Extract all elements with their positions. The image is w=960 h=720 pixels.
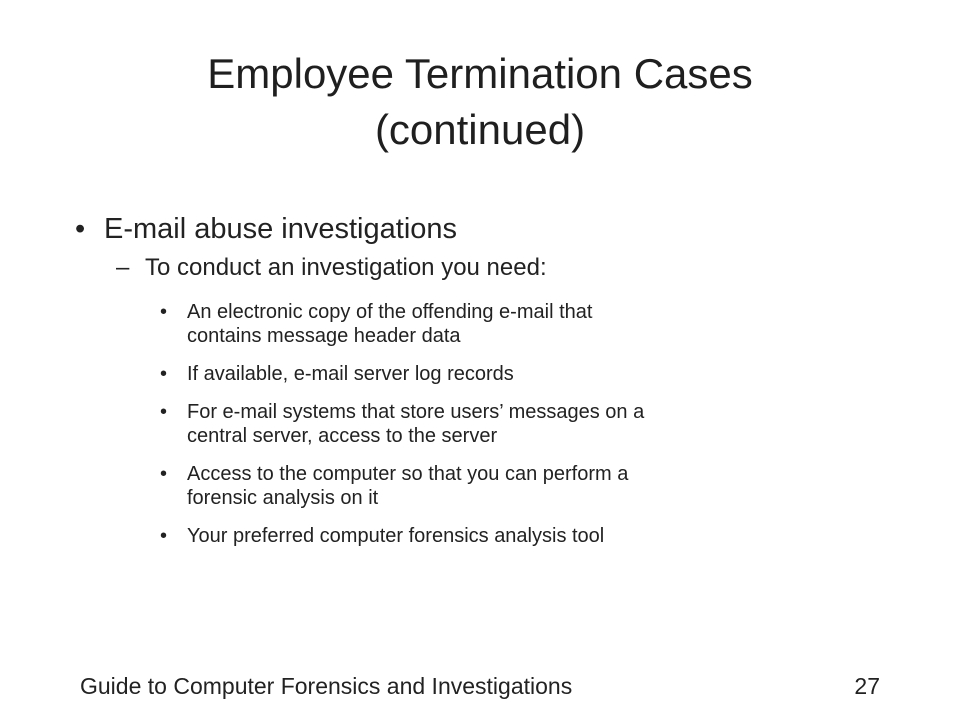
list-item <box>160 362 887 386</box>
list-item-line-2: forensic analysis on it <box>187 487 379 509</box>
list-item-line-1: An electronic copy of the offending e-mail that <box>187 301 593 323</box>
list-item-line-1: Access to the computer so that you can perform a <box>187 463 629 485</box>
slide-content <box>75 210 895 564</box>
bullet-level-2-text: To conduct an investigation you need: <box>145 254 547 281</box>
list-item-line-2: central server, access to the server <box>187 425 498 447</box>
list-item-line-1: If available, e-mail server log records <box>187 363 514 385</box>
bullet-icon: • <box>160 463 168 485</box>
list-item-line-1: For e-mail systems that store users’ messages on a <box>187 401 645 423</box>
requirements-list <box>160 300 895 548</box>
dash-icon: – <box>116 254 130 281</box>
bullet-level-1 <box>75 210 895 248</box>
bullet-icon: • <box>75 213 86 245</box>
slide-title <box>0 46 960 158</box>
bullet-icon: • <box>160 301 168 323</box>
list-item <box>160 524 887 548</box>
title-line-1: Employee Termination Cases <box>207 50 753 97</box>
page-number: 27 <box>854 673 880 699</box>
list-item-line-1: Your preferred computer forensics analysis tool <box>187 525 605 547</box>
bullet-level-2 <box>116 252 895 284</box>
bullet-icon: • <box>160 363 168 385</box>
list-item <box>160 400 887 448</box>
title-line-2: (continued) <box>374 106 586 153</box>
list-item <box>160 462 887 510</box>
bullet-icon: • <box>160 525 168 547</box>
bullet-level-1-text: E-mail abuse investigations <box>104 213 458 245</box>
list-item-line-2: contains message header data <box>187 325 461 347</box>
list-item <box>160 300 887 348</box>
bullet-icon: • <box>160 401 168 423</box>
footer-text: Guide to Computer Forensics and Investigations <box>80 673 573 699</box>
